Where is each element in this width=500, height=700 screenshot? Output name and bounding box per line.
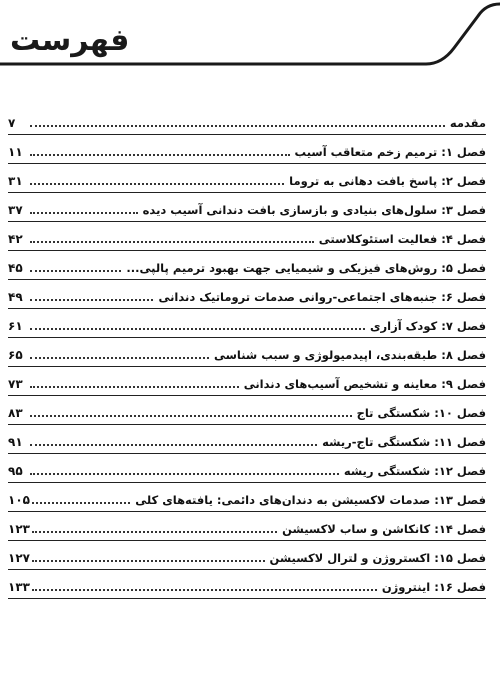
toc-entry[interactable] xyxy=(8,570,486,599)
toc-entry-title: فصل ۷: کودک آزاری xyxy=(369,319,486,333)
toc-entry[interactable] xyxy=(8,541,486,570)
toc-entry-page-number: ۳۷ xyxy=(8,203,23,217)
toc-entry-title: فصل ۱۰: شکستگی تاج xyxy=(356,406,486,420)
toc-entry-page-number: ۴۵ xyxy=(8,261,23,275)
toc-entry-title: فصل ۲: پاسخ بافت دهانی به تروما xyxy=(289,174,486,188)
page-title: فهرست xyxy=(10,23,130,58)
dot-leader xyxy=(30,357,209,359)
toc-entry-page-number: ۴۲ xyxy=(8,232,23,246)
toc-entry-title: فصل ۴: فعالیت استئوکلاستی xyxy=(318,232,486,246)
toc-entry[interactable] xyxy=(8,251,486,280)
toc-entry-page-number: ۷۳ xyxy=(8,377,23,391)
toc-entry-page-number: ۱۱ xyxy=(8,145,23,159)
toc-entry[interactable] xyxy=(8,512,486,541)
toc-entry[interactable] xyxy=(8,338,486,367)
dot-leader xyxy=(30,183,284,185)
toc-entry-title: فصل ۱۲: شکستگی ریشه xyxy=(343,464,486,478)
dot-leader xyxy=(30,241,314,243)
toc-entry-page-number: ۴۹ xyxy=(8,290,23,304)
toc-entry-title: فصل ۳: سلول‌های بنیادی و بازسازی بافت دندانی آسیب دیده xyxy=(142,203,486,217)
toc-entry-page-number: ۹۱ xyxy=(8,435,23,449)
toc-entry[interactable] xyxy=(8,396,486,425)
toc-entry-title: فصل ۱: ترمیم زخم متعاقب آسیب xyxy=(294,145,486,159)
dot-leader xyxy=(30,473,339,475)
toc-entry-page-number: ۱۲۳ xyxy=(8,522,30,536)
toc-entry-page-number: ۱۲۷ xyxy=(8,551,30,565)
toc-entry-page-number: ۹۵ xyxy=(8,464,23,478)
toc-entry[interactable] xyxy=(8,222,486,251)
dot-leader xyxy=(32,589,377,591)
toc-entry[interactable] xyxy=(8,164,486,193)
toc-entry[interactable] xyxy=(8,454,486,483)
page-header xyxy=(0,0,500,80)
toc-entry[interactable] xyxy=(8,309,486,338)
toc-entry-title: فصل ۱۶: اینتروژن xyxy=(381,580,486,594)
dot-leader xyxy=(30,328,365,330)
toc-entry-page-number: ۸۳ xyxy=(8,406,23,420)
toc-entry-title: فصل ۱۵: اکستروژن و لترال لاکسیشن xyxy=(269,551,486,565)
table-of-contents xyxy=(8,106,486,599)
toc-entry[interactable] xyxy=(8,280,486,309)
toc-entry-title: فصل ۹: معاینه و تشخیص آسیب‌های دندانی xyxy=(243,377,486,391)
toc-entry[interactable] xyxy=(8,367,486,396)
dot-leader xyxy=(32,560,265,562)
toc-entry-title: فصل ۶: جنبه‌های اجتماعی-روانی صدمات تروماتیک دندانی xyxy=(158,290,486,304)
toc-entry-page-number: ۶۵ xyxy=(8,348,23,362)
toc-entry[interactable] xyxy=(8,106,486,135)
dot-leader xyxy=(30,154,290,156)
toc-entry-title: فصل ۸: طبقه‌بندی، اپیدمیولوژی و سبب شناسی xyxy=(213,348,486,362)
dot-leader xyxy=(30,299,153,301)
dot-leader xyxy=(30,386,239,388)
toc-entry-page-number: ۶۱ xyxy=(8,319,23,333)
dot-leader xyxy=(30,444,317,446)
toc-entry-page-number: ۳۱ xyxy=(8,174,23,188)
dot-leader xyxy=(30,270,121,272)
dot-leader xyxy=(32,531,277,533)
toc-entry-page-number: ۷ xyxy=(8,116,16,130)
dot-leader xyxy=(30,415,352,417)
dot-leader xyxy=(32,502,130,504)
dot-leader xyxy=(30,125,445,127)
toc-entry[interactable] xyxy=(8,425,486,454)
toc-entry[interactable] xyxy=(8,483,486,512)
toc-entry-title: فصل ۱۱: شکستگی تاج-ریشه xyxy=(322,435,486,449)
toc-entry-title: فصل ۱۳: صدمات لاکسیشن به دندان‌های دائمی: یافته‌های کلی xyxy=(135,493,486,507)
toc-entry-title: فصل ۱۴: کانکاشن و ساب لاکسیشن xyxy=(282,522,486,536)
toc-entry[interactable] xyxy=(8,135,486,164)
dot-leader xyxy=(30,212,138,214)
toc-entry-page-number: ۱۰۵ xyxy=(8,493,30,507)
toc-entry[interactable] xyxy=(8,193,486,222)
toc-entry-title: مقدمه xyxy=(449,116,486,130)
toc-entry-title: فصل ۵: روش‌های فیزیکی و شیمیایی جهت بهبود ترمیم پالپی... xyxy=(126,261,486,275)
toc-entry-page-number: ۱۳۳ xyxy=(8,580,30,594)
